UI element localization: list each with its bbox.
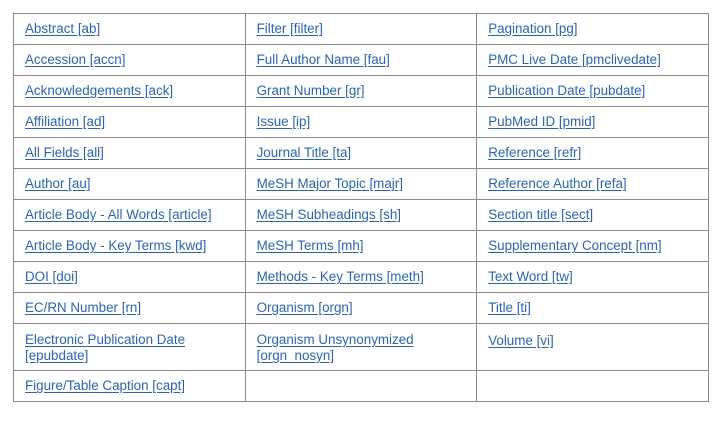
field-link-supplementary-concept[interactable]: Supplementary Concept [nm] (488, 238, 662, 253)
field-link-mesh-terms[interactable]: MeSH Terms [mh] (256, 238, 364, 253)
field-link-ec-rn-number[interactable]: EC/RN Number [rn] (25, 300, 142, 315)
field-link-reference[interactable]: Reference [refr] (488, 145, 582, 160)
search-fields-table (13, 13, 709, 402)
table-cell (245, 324, 477, 371)
table-cell (245, 231, 477, 262)
table-row (14, 107, 709, 138)
table-cell (477, 14, 709, 45)
field-link-accession[interactable]: Accession [accn] (25, 52, 126, 67)
field-link-mesh-subheadings[interactable]: MeSH Subheadings [sh] (256, 207, 402, 222)
table-cell (477, 324, 709, 371)
field-link-all-fields[interactable]: All Fields [all] (25, 145, 104, 160)
field-link-text-word[interactable]: Text Word [tw] (488, 269, 573, 284)
table-cell (14, 231, 246, 262)
table-cell (14, 45, 246, 76)
table-cell (245, 293, 477, 324)
table-cell (14, 169, 246, 200)
table-row (14, 138, 709, 169)
table-cell (14, 293, 246, 324)
table-cell (245, 107, 477, 138)
table-cell (477, 138, 709, 169)
table-row (14, 169, 709, 200)
table-row (14, 231, 709, 262)
table-cell (245, 169, 477, 200)
field-link-organism[interactable]: Organism [orgn] (256, 300, 353, 315)
field-link-abstract[interactable]: Abstract [ab] (25, 21, 101, 36)
table-cell (245, 14, 477, 45)
table-cell (245, 138, 477, 169)
field-link-mesh-major-topic[interactable]: MeSH Major Topic [majr] (256, 176, 403, 191)
table-cell (14, 138, 246, 169)
field-link-article-body-key-terms[interactable]: Article Body - Key Terms [kwd] (25, 238, 207, 253)
field-link-reference-author[interactable]: Reference Author [refa] (488, 176, 627, 191)
table-cell (477, 262, 709, 293)
table-cell (477, 231, 709, 262)
field-link-title[interactable]: Title [ti] (488, 300, 531, 315)
table-cell (477, 200, 709, 231)
table-row (14, 262, 709, 293)
table-row (14, 76, 709, 107)
field-link-doi[interactable]: DOI [doi] (25, 269, 78, 284)
field-link-grant-number[interactable]: Grant Number [gr] (256, 83, 365, 98)
table-cell (14, 14, 246, 45)
field-link-volume[interactable]: Volume [vi] (488, 333, 554, 348)
table-row (14, 45, 709, 76)
table-row (14, 324, 709, 371)
field-link-author[interactable]: Author [au] (25, 176, 91, 191)
field-link-filter[interactable]: Filter [filter] (256, 21, 323, 36)
field-link-pubmed-id[interactable]: PubMed ID [pmid] (488, 114, 596, 129)
table-cell (14, 107, 246, 138)
table-cell (14, 371, 246, 402)
field-link-pagination[interactable]: Pagination [pg] (488, 21, 578, 36)
field-link-methods-key-terms[interactable]: Methods - Key Terms [meth] (256, 269, 424, 284)
table-row (14, 293, 709, 324)
table-cell (477, 76, 709, 107)
field-link-pmc-live-date[interactable]: PMC Live Date [pmclivedate] (488, 52, 661, 67)
table-row (14, 200, 709, 231)
field-link-figure-table-caption[interactable]: Figure/Table Caption [capt] (25, 378, 186, 393)
field-link-issue[interactable]: Issue [ip] (256, 114, 311, 129)
field-link-publication-date[interactable]: Publication Date [pubdate] (488, 83, 646, 98)
field-link-article-body-all-words[interactable]: Article Body - All Words [article] (25, 207, 212, 222)
table-cell-empty (245, 371, 477, 402)
field-link-full-author-name[interactable]: Full Author Name [fau] (256, 52, 390, 67)
table-row (14, 14, 709, 45)
table-cell (245, 262, 477, 293)
table-cell (477, 293, 709, 324)
table-cell (245, 45, 477, 76)
field-link-organism-unsynonymized[interactable]: Organism Unsynonymized [orgn_nosyn] (256, 332, 414, 363)
table-cell (14, 262, 246, 293)
table-row (14, 371, 709, 402)
table-cell (14, 200, 246, 231)
table-cell (477, 107, 709, 138)
field-link-journal-title[interactable]: Journal Title [ta] (256, 145, 352, 160)
field-link-electronic-publication-date[interactable]: Electronic Publication Date [epubdate] (25, 332, 186, 363)
field-link-affiliation[interactable]: Affiliation [ad] (25, 114, 106, 129)
table-cell (245, 76, 477, 107)
table-cell (245, 200, 477, 231)
table-cell (477, 169, 709, 200)
field-link-section-title[interactable]: Section title [sect] (488, 207, 594, 222)
field-link-acknowledgements[interactable]: Acknowledgements [ack] (25, 83, 174, 98)
table-cell (14, 324, 246, 371)
table-cell-empty (477, 371, 709, 402)
table-cell (14, 76, 246, 107)
table-cell (477, 45, 709, 76)
search-fields-table-container (13, 13, 708, 402)
